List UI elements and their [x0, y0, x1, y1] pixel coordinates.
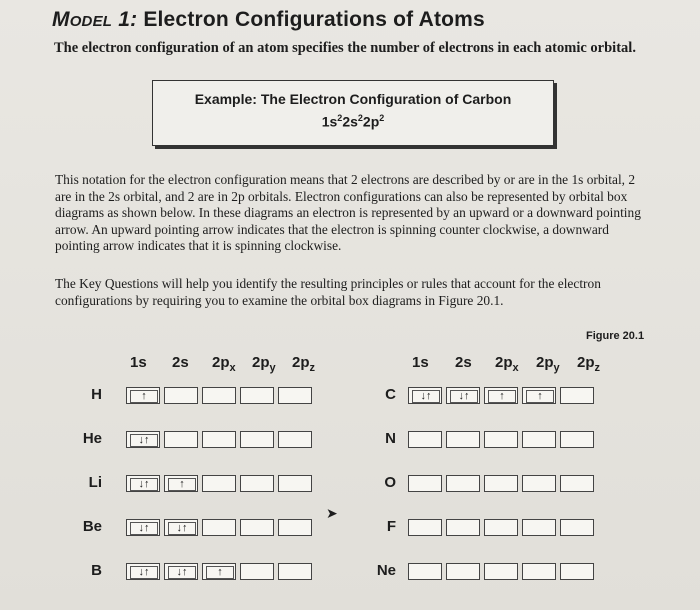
orbital-box: [560, 431, 594, 448]
header-2p-label: 2p: [495, 354, 513, 371]
electron-arrows: ↓↑: [168, 566, 196, 579]
orbital-box: [202, 563, 236, 580]
orbital-box: [408, 387, 442, 404]
element-symbol: N: [385, 430, 396, 447]
header-2px-right: [495, 354, 519, 374]
orbital-box: [202, 475, 236, 492]
electron-arrows: ↓↑: [450, 390, 478, 403]
element-symbol: Ne: [376, 562, 396, 579]
header-2pz-right: [577, 354, 600, 374]
paragraph-2: The Key Questions will help you identify the resulting principles or rules that account for the electron configurations by requiring you to examine the orbital box diagrams in Figure 20.1.: [55, 276, 601, 308]
title-text: Electron Configurations of Atoms: [137, 8, 485, 31]
orbital-box: [484, 431, 518, 448]
orbital-box: [484, 387, 518, 404]
orbital-boxes: [126, 519, 316, 536]
header-2p-label: 2p: [536, 354, 554, 371]
orbital-box: [126, 519, 160, 536]
orbital-box: [164, 563, 198, 580]
orbital-boxes: [408, 519, 598, 536]
orbital-box: [446, 431, 480, 448]
element-symbol: B: [91, 562, 102, 579]
orbital-box: [446, 387, 480, 404]
orbital-box: [164, 387, 198, 404]
header-x-sub: x: [512, 362, 519, 374]
config-2s-count: 2: [357, 113, 363, 123]
orbital-box: [278, 563, 312, 580]
electron-arrows: ↑: [206, 566, 234, 579]
electron-arrows: ↓↑: [130, 434, 158, 447]
header-2p-label: 2p: [212, 354, 230, 371]
orbital-boxes: [126, 387, 316, 404]
element-symbol: H: [91, 386, 102, 403]
orbital-box: [240, 563, 274, 580]
header-z-sub: z: [309, 362, 316, 374]
orbital-boxes: [126, 563, 316, 580]
orbital-box: [240, 519, 274, 536]
header-z-sub: z: [594, 362, 601, 374]
element-symbol: Li: [88, 474, 102, 491]
electron-arrows: ↑: [130, 390, 158, 403]
orbital-box: [408, 431, 442, 448]
example-config: [153, 113, 553, 130]
orbital-box: [560, 519, 594, 536]
orbital-box: [522, 475, 556, 492]
orbital-box: [164, 519, 198, 536]
header-y-sub: y: [269, 362, 276, 374]
example-box: [152, 80, 554, 146]
header-2py-right: [536, 354, 560, 374]
header-x-sub: x: [229, 362, 236, 374]
orbital-box: [126, 563, 160, 580]
intro-text: The electron configuration of an atom specifies the number of electrons in each atomic orbital.: [54, 40, 636, 56]
orbital-boxes: [126, 431, 316, 448]
orbital-boxes: [408, 387, 598, 404]
electron-arrows: ↓↑: [168, 522, 196, 535]
element-symbol: F: [386, 518, 396, 535]
title-model: Model 1:: [52, 8, 138, 31]
orbital-box: [202, 519, 236, 536]
orbital-box: [240, 387, 274, 404]
orbital-box: [126, 475, 160, 492]
orbital-box: [164, 431, 198, 448]
orbital-box: [240, 431, 274, 448]
electron-arrows: ↑: [526, 390, 554, 403]
element-symbol: O: [384, 474, 396, 491]
config-2p-count: 2: [379, 113, 385, 123]
element-symbol: Be: [82, 518, 102, 535]
orbital-box: [278, 475, 312, 492]
orbital-box: [522, 387, 556, 404]
orbital-box: [202, 387, 236, 404]
orbital-boxes: [408, 563, 598, 580]
orbital-box: [240, 475, 274, 492]
electron-arrows: ↓↑: [130, 478, 158, 491]
orbital-box: [278, 519, 312, 536]
orbital-box: [484, 563, 518, 580]
orbital-box: [408, 563, 442, 580]
header-2s-right: 2s: [455, 354, 472, 371]
orbital-box: [446, 519, 480, 536]
orbital-box: [202, 431, 236, 448]
header-1s-right: 1s: [412, 354, 429, 371]
element-symbol: C: [385, 386, 396, 403]
header-2py-left: [252, 354, 276, 374]
orbital-box: [446, 563, 480, 580]
header-2pz-left: [292, 354, 315, 374]
orbital-box: [408, 519, 442, 536]
page-title: [52, 8, 485, 32]
header-2px-left: [212, 354, 236, 374]
cursor-icon: ➤: [326, 505, 338, 521]
config-2p: 2p: [362, 113, 380, 130]
config-2s: 2s: [342, 113, 358, 130]
electron-arrows: ↑: [168, 478, 196, 491]
header-2p-label: 2p: [292, 354, 310, 371]
orbital-boxes: [408, 431, 598, 448]
config-1s: 1s: [321, 113, 338, 130]
orbital-box: [278, 431, 312, 448]
electron-arrows: ↓↑: [130, 522, 158, 535]
orbital-box: [560, 563, 594, 580]
orbital-box: [522, 431, 556, 448]
header-2p-label: 2p: [252, 354, 270, 371]
orbital-boxes: [126, 475, 316, 492]
electron-arrows: ↓↑: [130, 566, 158, 579]
electron-arrows: ↑: [488, 390, 516, 403]
orbital-box: [126, 387, 160, 404]
orbital-box: [126, 431, 160, 448]
example-title: Example: The Electron Configuration of Carbon: [194, 91, 512, 107]
header-1s-left: 1s: [130, 354, 147, 371]
header-2s-left: 2s: [172, 354, 189, 371]
orbital-box: [484, 519, 518, 536]
orbital-box: [278, 387, 312, 404]
config-1s-count: 2: [337, 113, 343, 123]
paragraph-1: This notation for the electron configuration means that 2 electrons are described by or are in the 1s orbital, 2 are in the 2s orbital, and 2 are in 2p orbitals. Electron configurations can also be represented by orbital box diagrams as shown below. In these diagrams an electron is represented by an upward or a downward pointing arrow. An upward pointing arrow indicates that the electron is spinning counter clockwise, a downward pointing arrow indicates that it is spinning clockwise.: [55, 172, 641, 254]
orbital-box: [164, 475, 198, 492]
electron-arrows: ↓↑: [412, 390, 440, 403]
orbital-boxes: [408, 475, 598, 492]
figure-label: Figure 20.1: [586, 330, 645, 342]
orbital-box: [522, 563, 556, 580]
orbital-box: [408, 475, 442, 492]
element-symbol: He: [82, 430, 102, 447]
orbital-box: [560, 475, 594, 492]
orbital-box: [446, 475, 480, 492]
orbital-box: [560, 387, 594, 404]
header-2p-label: 2p: [577, 354, 595, 371]
header-y-sub: y: [553, 362, 560, 374]
orbital-box: [522, 519, 556, 536]
orbital-box: [484, 475, 518, 492]
